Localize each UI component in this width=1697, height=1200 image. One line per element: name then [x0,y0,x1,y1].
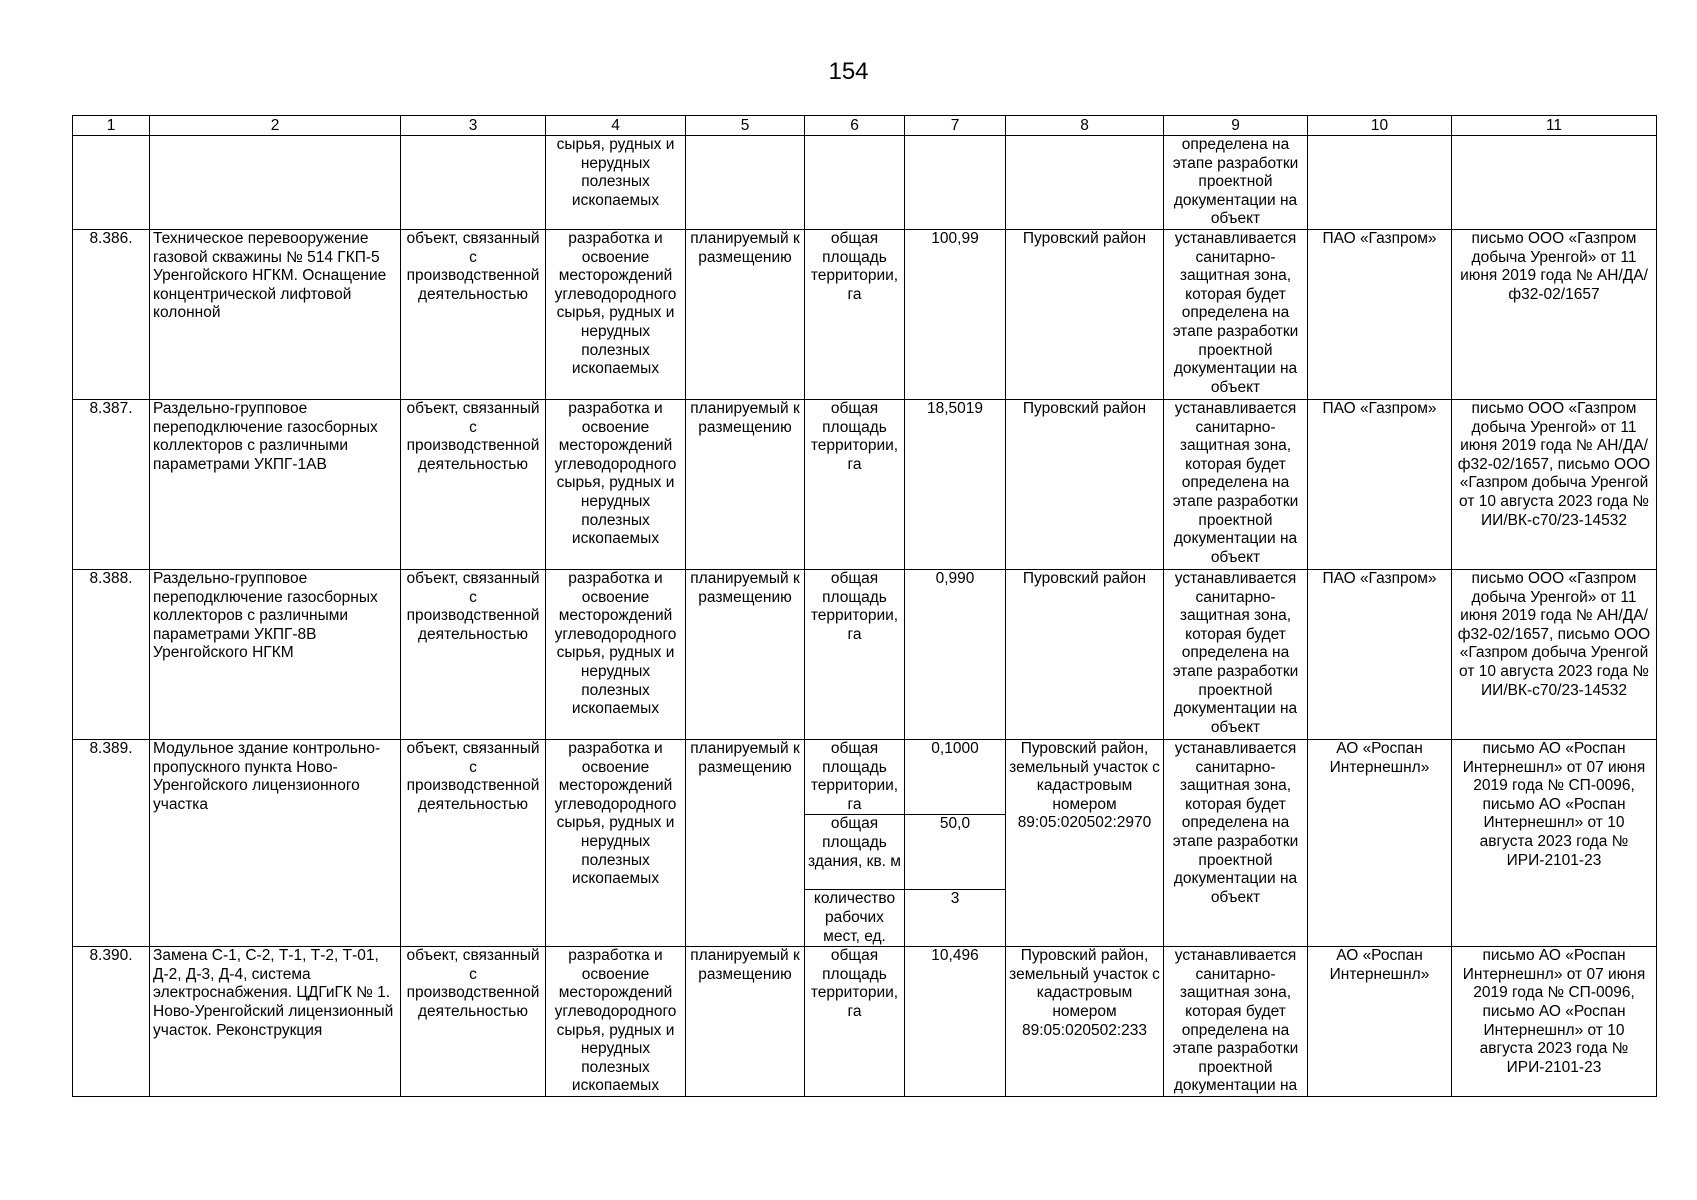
characteristic-cell: общая площадь территории, га [805,400,905,570]
table-row [73,570,1657,740]
characteristic-cell: общая площадь территории, га [805,570,905,740]
characteristic-cell: общая площадь территории, га [805,230,905,400]
value-cell: 50,0 [905,815,1006,890]
row-number: 8.389. [73,740,150,947]
header-row [73,116,1657,136]
value-cell: 0,1000 [905,740,1006,815]
basis-cell: письмо ООО «Газпром добыча Уренгой» от 11 июня 2019 года № АН/ДА/ф32-02/1657, письмо ООО «Газпром добыча Уренгой от 10 августа 2023 года № ИИ/ВК-с70/23-14532 [1452,400,1657,570]
header-cell: 1 [73,116,150,136]
row-number: 8.388. [73,570,150,740]
object-type: объект, связанный с производственной деятельностью [401,230,546,400]
basis-cell: письмо АО «Роспан Интернешнл» от 07 июня 2019 года № СП-0096, письмо АО «Роспан Интернешнл» от 10 августа 2023 года № ИРИ-2101-23 [1452,740,1657,947]
table-row [73,400,1657,570]
purpose-cell: разработка и освоение месторождений углеводородного сырья, рудных и нерудных полезных ископаемых [546,400,686,570]
object-name: Раздельно-групповое переподключение газосборных коллекторов с различными параметрами УКПГ-8В Уренгойского НГКМ [150,570,401,740]
location-cell: Пуровский район [1006,230,1164,400]
owner-cell: АО «Роспан Интернешнл» [1308,947,1452,1097]
object-name: Замена С-1, С-2, Т-1, Т-2, Т-01, Д-2, Д-3, Д-4, система электроснабжения. ЦДГиГК № 1. Ново-Уренгойский лицензионный участок. Реконструкция [150,947,401,1097]
status-cell: планируемый к размещению [686,400,805,570]
purpose-cell: разработка и освоение месторождений углеводородного сырья, рудных и нерудных полезных ископаемых [546,570,686,740]
basis-cell: письмо ООО «Газпром добыча Уренгой» от 11 июня 2019 года № АН/ДА/ф32-02/1657 [1452,230,1657,400]
value-cell: 100,99 [905,230,1006,400]
purpose-cell: разработка и освоение месторождений углеводородного сырья, рудных и нерудных полезных ископаемых [546,740,686,947]
object-name: Техническое перевооружение газовой скважины № 514 ГКП-5 Уренгойского НГКМ. Оснащение концентрической лифтовой колонной [150,230,401,400]
table-row [73,947,1657,1097]
zone-cell: устанавливается санитарно-защитная зона, которая будет определена на этапе разработки проектной документации на объект [1164,740,1308,947]
status-cell: планируемый к размещению [686,740,805,947]
value-cell: 10,496 [905,947,1006,1097]
header-cell: 9 [1164,116,1308,136]
zone-cell: устанавливается санитарно-защитная зона, которая будет определена на этапе разработки проектной документации на [1164,947,1308,1097]
header-cell: 7 [905,116,1006,136]
value-cell: 0,990 [905,570,1006,740]
owner-cell: ПАО «Газпром» [1308,230,1452,400]
header-cell: 10 [1308,116,1452,136]
row-number: 8.390. [73,947,150,1097]
header-cell: 11 [1452,116,1657,136]
characteristic-cell: количество рабочих мест, ед. [805,890,905,947]
status-cell: планируемый к размещению [686,570,805,740]
location-cell: Пуровский район, земельный участок с кадастровым номером 89:05:020502:233 [1006,947,1164,1097]
zone-cell: устанавливается санитарно-защитная зона, которая будет определена на этапе разработки проектной документации на объект [1164,230,1308,400]
owner-cell: АО «Роспан Интернешнл» [1308,740,1452,947]
owner-cell: ПАО «Газпром» [1308,570,1452,740]
row-number: 8.386. [73,230,150,400]
object-name: Раздельно-групповое переподключение газосборных коллекторов с различными параметрами УКПГ-1АВ [150,400,401,570]
zone-cell: определена на этапе разработки проектной документации на объект [1164,136,1308,230]
object-type: объект, связанный с производственной деятельностью [401,400,546,570]
characteristic-cell: общая площадь территории, га [805,740,905,815]
characteristic-cell: общая площадь здания, кв. м [805,815,905,890]
row-number: 8.387. [73,400,150,570]
purpose-cell: сырья, рудных и нерудных полезных ископаемых [546,136,686,230]
zone-cell: устанавливается санитарно-защитная зона, которая будет определена на этапе разработки проектной документации на объект [1164,570,1308,740]
table-row [73,740,1657,815]
purpose-cell: разработка и освоение месторождений углеводородного сырья, рудных и нерудных полезных ископаемых [546,947,686,1097]
table-row [73,230,1657,400]
header-cell: 4 [546,116,686,136]
value-cell: 18,5019 [905,400,1006,570]
basis-cell: письмо ООО «Газпром добыча Уренгой» от 11 июня 2019 года № АН/ДА/ф32-02/1657, письмо ООО «Газпром добыча Уренгой от 10 августа 2023 года № ИИ/ВК-с70/23-14532 [1452,570,1657,740]
object-type: объект, связанный с производственной деятельностью [401,947,546,1097]
object-type: объект, связанный с производственной деятельностью [401,570,546,740]
owner-cell: ПАО «Газпром» [1308,400,1452,570]
status-cell: планируемый к размещению [686,947,805,1097]
location-cell: Пуровский район, земельный участок с кадастровым номером 89:05:020502:2970 [1006,740,1164,947]
header-cell: 6 [805,116,905,136]
characteristic-cell: общая площадь территории, га [805,947,905,1097]
continuation-row [73,136,1657,230]
location-cell: Пуровский район [1006,400,1164,570]
header-cell: 2 [150,116,401,136]
status-cell: планируемый к размещению [686,230,805,400]
basis-cell: письмо АО «Роспан Интернешнл» от 07 июня 2019 года № СП-0096, письмо АО «Роспан Интернешнл» от 10 августа 2023 года № ИРИ-2101-23 [1452,947,1657,1097]
location-cell: Пуровский район [1006,570,1164,740]
object-type: объект, связанный с производственной деятельностью [401,740,546,947]
page-number: 154 [828,58,869,85]
purpose-cell: разработка и освоение месторождений углеводородного сырья, рудных и нерудных полезных ископаемых [546,230,686,400]
zone-cell: устанавливается санитарно-защитная зона, которая будет определена на этапе разработки проектной документации на объект [1164,400,1308,570]
header-cell: 5 [686,116,805,136]
objects-table [72,115,1657,1097]
header-cell: 3 [401,116,546,136]
header-cell: 8 [1006,116,1164,136]
value-cell: 3 [905,890,1006,947]
object-name: Модульное здание контрольно-пропускного пункта Ново-Уренгойского лицензионного участка [150,740,401,947]
